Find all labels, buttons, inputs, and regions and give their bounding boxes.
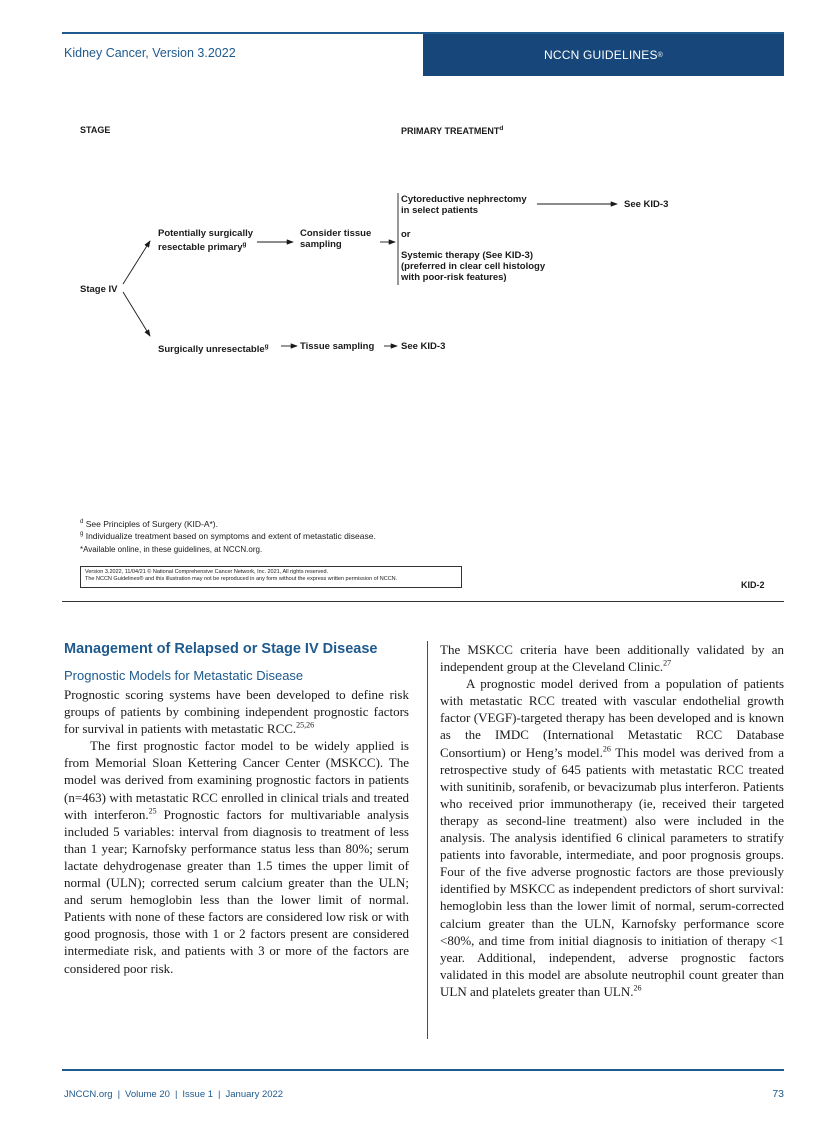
footnote-star: *Available online, in these guidelines, at NCCN.org. — [80, 545, 263, 554]
footer-separator: | — [117, 1089, 121, 1100]
figure-page-code: KID-2 — [741, 580, 765, 590]
systemic-line2: (preferred in clear cell histology — [401, 261, 546, 272]
branch-arrow-upper — [123, 241, 150, 284]
footer-volume: Volume 20 — [125, 1089, 170, 1100]
copyright-line1: Version 3.2022, 11/04/21 © National Comprehensive Cancer Network, Inc. 2021, All rights reserved. — [85, 569, 329, 575]
branch-arrow-lower — [123, 292, 150, 336]
ref-citation: 26 — [633, 983, 642, 993]
resectable-sup: g — [242, 241, 247, 248]
resectable-line1: Potentially surgically — [158, 228, 254, 239]
cyto-line1: Cytoreductive nephrectomy — [401, 194, 527, 205]
right-paragraph-1: The MSKCC criteria have been additionally validated by an independent group at the Cleveland Clinic.$^{27}$ — [440, 642, 784, 675]
subsection-title: Prognostic Models for Metastatic Disease — [64, 668, 304, 683]
left-paragraph-2: The first prognostic factor model to be widely applied is from Memorial Sloan Kettering Cancer Center (MSKCC). The model was derived from examining prognostic factors in patients (n=463) with metastatic RCC enrolled in clinical trials and treated with interferon.$^{25}$ Prognostic factors for multivariable analysis included 5 variables: interval from diagnosis to treatment of less than 1 year; Karnofsky performance status less than 80%; serum lactate dehydrogenase greater than 1.5 times the upper limit of normal (ULN); corrected serum calcium greater than the ULN; and serum hemoglobin less than the lower limit of normal. Patients with none of these factors are considered low risk or with good prognosis, those with 1 or 2 factors present are considered intermediate risk, and patients with 3 or more of the factors are considered poor risk. — [64, 738, 409, 976]
cytoreductive-node — [401, 194, 527, 216]
systemic-therapy-node — [401, 250, 545, 283]
right-text-column — [440, 641, 784, 1000]
registered-mark: ® — [657, 51, 664, 59]
treatment-header-text: PRIMARY TREATMENT — [401, 126, 500, 136]
ref-citation: 25 — [148, 806, 157, 816]
unresectable-node: Surgically unresectable$^g$ — [158, 343, 269, 356]
resectable-line2: resectable primary$^g$ — [158, 241, 247, 254]
column-divider — [427, 641, 428, 1039]
footer-separator: | — [174, 1089, 178, 1100]
footer-separator: | — [218, 1089, 221, 1100]
cyto-line2: in select patients — [401, 205, 479, 216]
page-number: 73 — [772, 1088, 784, 1100]
unresectable-sup: g — [264, 343, 269, 350]
figure-bottom-rule — [62, 601, 784, 602]
footnote-g: $^g$ Individualize treatment based on symptoms and extent of metastatic disease. — [80, 531, 376, 541]
guidelines-label: NCCN GUIDELINES — [543, 48, 658, 62]
footer-issue: Issue 1 — [182, 1089, 214, 1100]
footer-citation — [64, 1089, 283, 1100]
footer-site-link[interactable]: JNCCN.org — [64, 1089, 113, 1100]
see-kid3-link-bottom[interactable]: See KID-3 — [401, 341, 446, 352]
ref-citation: 26 — [602, 744, 611, 754]
footer-date: January 2022 — [225, 1089, 284, 1100]
footer-rule — [62, 1069, 784, 1071]
copyright-notice — [80, 566, 462, 588]
see-kid3-link-top[interactable]: See KID-3 — [624, 199, 669, 210]
resectable-primary-node — [158, 228, 253, 253]
consider-line1: Consider tissue — [300, 228, 372, 239]
stage-column-header: STAGE — [80, 125, 111, 135]
systemic-line3: with poor-risk features) — [401, 272, 507, 283]
consider-line2: sampling — [300, 239, 342, 250]
left-text-column — [64, 686, 409, 977]
journal-title: Kidney Cancer, Version 3.2022 — [64, 46, 236, 60]
right-paragraph-2: A prognostic model derived from a population of patients with metastatic RCC treated with vascular endothelial growth factor (VEGF)-targeted therapy has been developed and is known as the IMDC (International Metastatic RCC Database Consortium) or Heng’s model.$^{26}$ This model was derived from a retrospective study of 645 patients with metastatic RCC treated with sunitinib, sorafenib, or bevacizumab plus interferon. Patients who received prior immunotherapy (ie, received their targeted therapy as second-line treatment) also were included in the analysis. The analysis identified 6 clinical parameters to stratify patients into favorable, intermediate, and poor prognosis groups. Four of the five adverse prognostic factors are those previously identified by MSKCC as independent predictors of short survival: hemoglobin less than the lower limit of normal, serum-corrected calcium greater than the ULN, Karnofsky performance score <80%, and time from initial diagnosis to initiation of therapy <1 year. Additional, independent, adverse prognostic factors validated in this model are absolute neutrophil count greater than ULN and platelets greater than ULN.$^{26}$ — [440, 676, 784, 999]
treatment-column-header — [401, 125, 503, 136]
ref-citation: 27 — [663, 658, 672, 668]
tissue-sampling-node: Tissue sampling — [300, 341, 375, 352]
left-paragraph-1: Prognostic scoring systems have been developed to define risk groups of patients by combining independent prognostic factors for survival in patients with metastatic RCC.$^{25,26}$ — [64, 687, 409, 737]
stage-iv-label: Stage IV — [80, 284, 118, 295]
or-label: or — [401, 229, 411, 240]
copyright-line2: The NCCN Guidelines® and this illustration may not be reproduced in any form without the express written permission of NCCN. — [85, 576, 398, 582]
consider-tissue-node — [300, 228, 371, 250]
systemic-line1: Systemic therapy (See KID-3) — [401, 250, 533, 261]
treatment-header-sup: d — [499, 125, 504, 132]
section-title: Management of Relapsed or Stage IV Disease — [64, 641, 378, 657]
footnote-d: $^d$ See Principles of Surgery (KID-A*). — [80, 519, 218, 529]
ref-citation: 25,26 — [296, 720, 315, 730]
